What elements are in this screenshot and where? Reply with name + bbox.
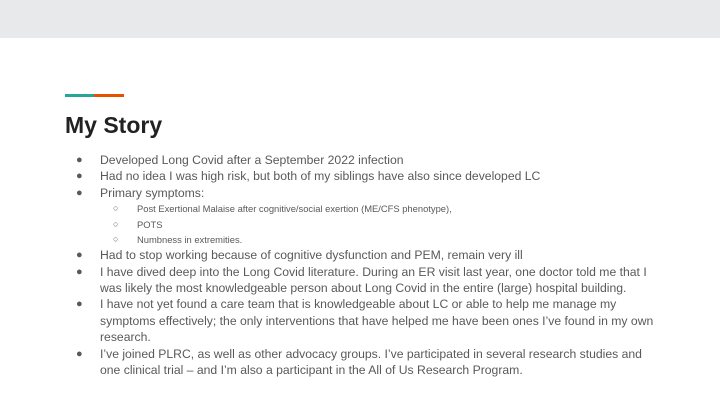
top-band xyxy=(0,0,720,38)
sub-bullet-text: Numbness in extremities. xyxy=(137,233,243,245)
bullet-item xyxy=(0,168,665,184)
bullet-dot-icon: ● xyxy=(76,347,83,360)
bullet-dot-icon: ● xyxy=(76,265,83,278)
circle-bullet-icon: ○ xyxy=(113,218,119,229)
bullet-item xyxy=(0,185,665,201)
bullet-text: I’ve joined PLRC, as well as other advocacy groups. I’ve participated in several research studies and one clinical trial – and I’m also a participant in the All of Us Research Program. xyxy=(100,346,642,377)
circle-bullet-icon: ○ xyxy=(113,233,119,244)
slide-title: My Story xyxy=(65,112,163,138)
bullet-item xyxy=(0,152,665,168)
bullet-dot-icon: ● xyxy=(76,170,83,183)
bullet-dot-icon: ● xyxy=(76,186,83,199)
bullet-item xyxy=(0,296,665,345)
sub-bullet-item xyxy=(0,201,720,216)
bullet-text: Had to stop working because of cognitive dysfunction and PEM, remain very ill xyxy=(100,248,523,263)
sub-bullet-item xyxy=(0,232,720,247)
bullet-dot-icon: ● xyxy=(76,249,83,262)
title-accent-teal xyxy=(65,94,94,97)
bullet-text: Primary symptoms: xyxy=(100,185,205,200)
title-accent-orange xyxy=(94,94,124,97)
sub-bullet-item xyxy=(0,217,720,232)
bullet-text: Developed Long Covid after a September 2022 infection xyxy=(100,153,404,167)
bullet-text: I have not yet found a care team that is knowledgeable about LC or able to help me manage my symptoms effectively; the only interventions that have helped me have been ones I’ve found in my own research. xyxy=(100,297,654,345)
bullet-item xyxy=(0,247,665,263)
circle-bullet-icon: ○ xyxy=(113,203,119,214)
bullet-text: I have dived deep into the Long Covid literature. During an ER visit last year, one doctor told me that I was likely the most knowledgeable person about Long Covid in the entire (large) hospital building. xyxy=(100,264,647,295)
sub-bullet-text: POTS xyxy=(137,218,163,230)
bullet-text: Had no idea I was high risk, but both of my siblings have also since developed LC xyxy=(100,169,541,184)
bullet-dot-icon: ● xyxy=(76,298,83,311)
sub-bullet-text: Post Exertional Malaise after cognitive/social exertion (ME/CFS phenotype), xyxy=(137,203,452,215)
bullet-dot-icon: ● xyxy=(76,154,83,166)
bullet-item xyxy=(0,346,665,379)
bullet-item xyxy=(0,264,665,297)
bullet-list xyxy=(0,152,720,378)
